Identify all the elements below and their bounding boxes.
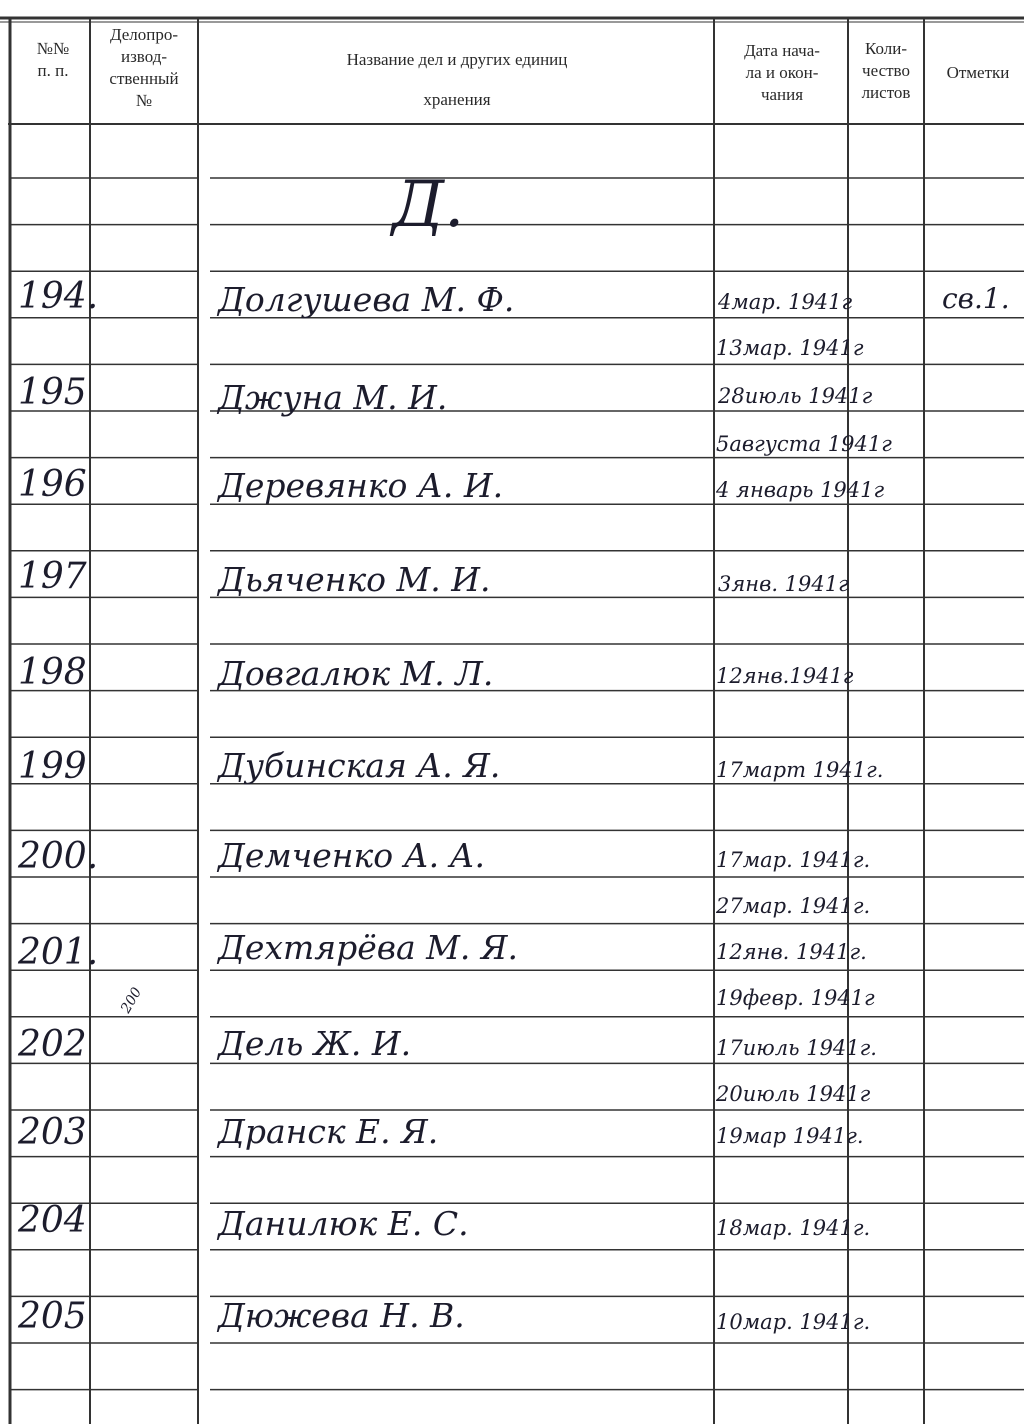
row-number: 201. <box>18 932 99 973</box>
row-date-start: 3янв. 1941г <box>718 572 849 596</box>
row-name: Данилюк Е. С. <box>218 1204 469 1243</box>
row-name: Дюжева Н. В. <box>218 1296 465 1335</box>
row-date-start: 17март 1941г. <box>716 758 884 782</box>
row-name: Дубинская А. Я. <box>218 746 501 785</box>
row-name: Джуна М. И. <box>218 378 448 417</box>
row-date-start: 18мар. 1941г. <box>716 1216 871 1240</box>
row-date-start: 17мар. 1941г. <box>716 848 871 872</box>
header-col-case-no: Делопро- извод- ственный № <box>109 25 179 110</box>
row-date-start: 12янв. 1941г. <box>716 940 867 964</box>
row-number: 194. <box>18 276 99 317</box>
row-number: 203 <box>18 1112 87 1153</box>
row-date-end: 13мар. 1941г <box>716 336 864 360</box>
row-number: 197 <box>18 556 87 597</box>
row-name: Довгалюк М. Л. <box>218 654 494 693</box>
row-date-start: 12янв.1941г <box>716 664 854 688</box>
row-number: 195 <box>18 372 87 413</box>
row-date-start: 4мар. 1941г <box>718 290 853 314</box>
row-date-start: 19мар 1941г. <box>716 1124 864 1148</box>
row-number: 204 <box>18 1200 87 1241</box>
row-date-start: 10мар. 1941г. <box>716 1310 871 1334</box>
header-col-title: Название дел и других единиц хранения <box>346 50 568 109</box>
row-date-end: 5августа 1941г <box>716 432 892 456</box>
row-date-start: 4 январь 1941г <box>716 478 885 502</box>
row-name: Долгушева М. Ф. <box>218 280 515 319</box>
row-date-start: 17июль 1941г. <box>716 1036 877 1060</box>
row-date-start: 28июль 1941г <box>718 384 873 408</box>
row-date-end: 20июль 1941г <box>716 1082 871 1106</box>
row-note: св.1. <box>942 282 1010 315</box>
row-number: 205 <box>18 1296 87 1337</box>
header-col-dates: Дата нача- ла и окон- чания <box>744 41 820 104</box>
row-date-end: 19февр. 1941г <box>716 986 875 1010</box>
row-name: Дехтярёва М. Я. <box>218 928 519 967</box>
margin-note: 200 <box>118 984 146 1016</box>
row-name: Дьяченко М. И. <box>218 560 491 599</box>
row-number: 200. <box>18 836 99 877</box>
row-number: 196 <box>18 464 87 505</box>
row-name: Дранск Е. Я. <box>218 1112 439 1151</box>
header-col-number: №№ п. п. <box>36 39 70 80</box>
row-number: 198 <box>18 652 87 693</box>
row-number: 202 <box>18 1024 87 1065</box>
row-name: Дель Ж. И. <box>218 1024 412 1063</box>
row-name: Демченко А. А. <box>218 836 486 875</box>
row-number: 199 <box>18 746 87 787</box>
row-name: Деревянко А. И. <box>218 466 504 505</box>
header-col-notes: Отметки <box>946 63 1010 82</box>
row-date-end: 27мар. 1941г. <box>716 894 871 918</box>
section-letter: Д. <box>392 168 465 242</box>
header-col-sheets: Коли- чество листов <box>861 39 911 102</box>
